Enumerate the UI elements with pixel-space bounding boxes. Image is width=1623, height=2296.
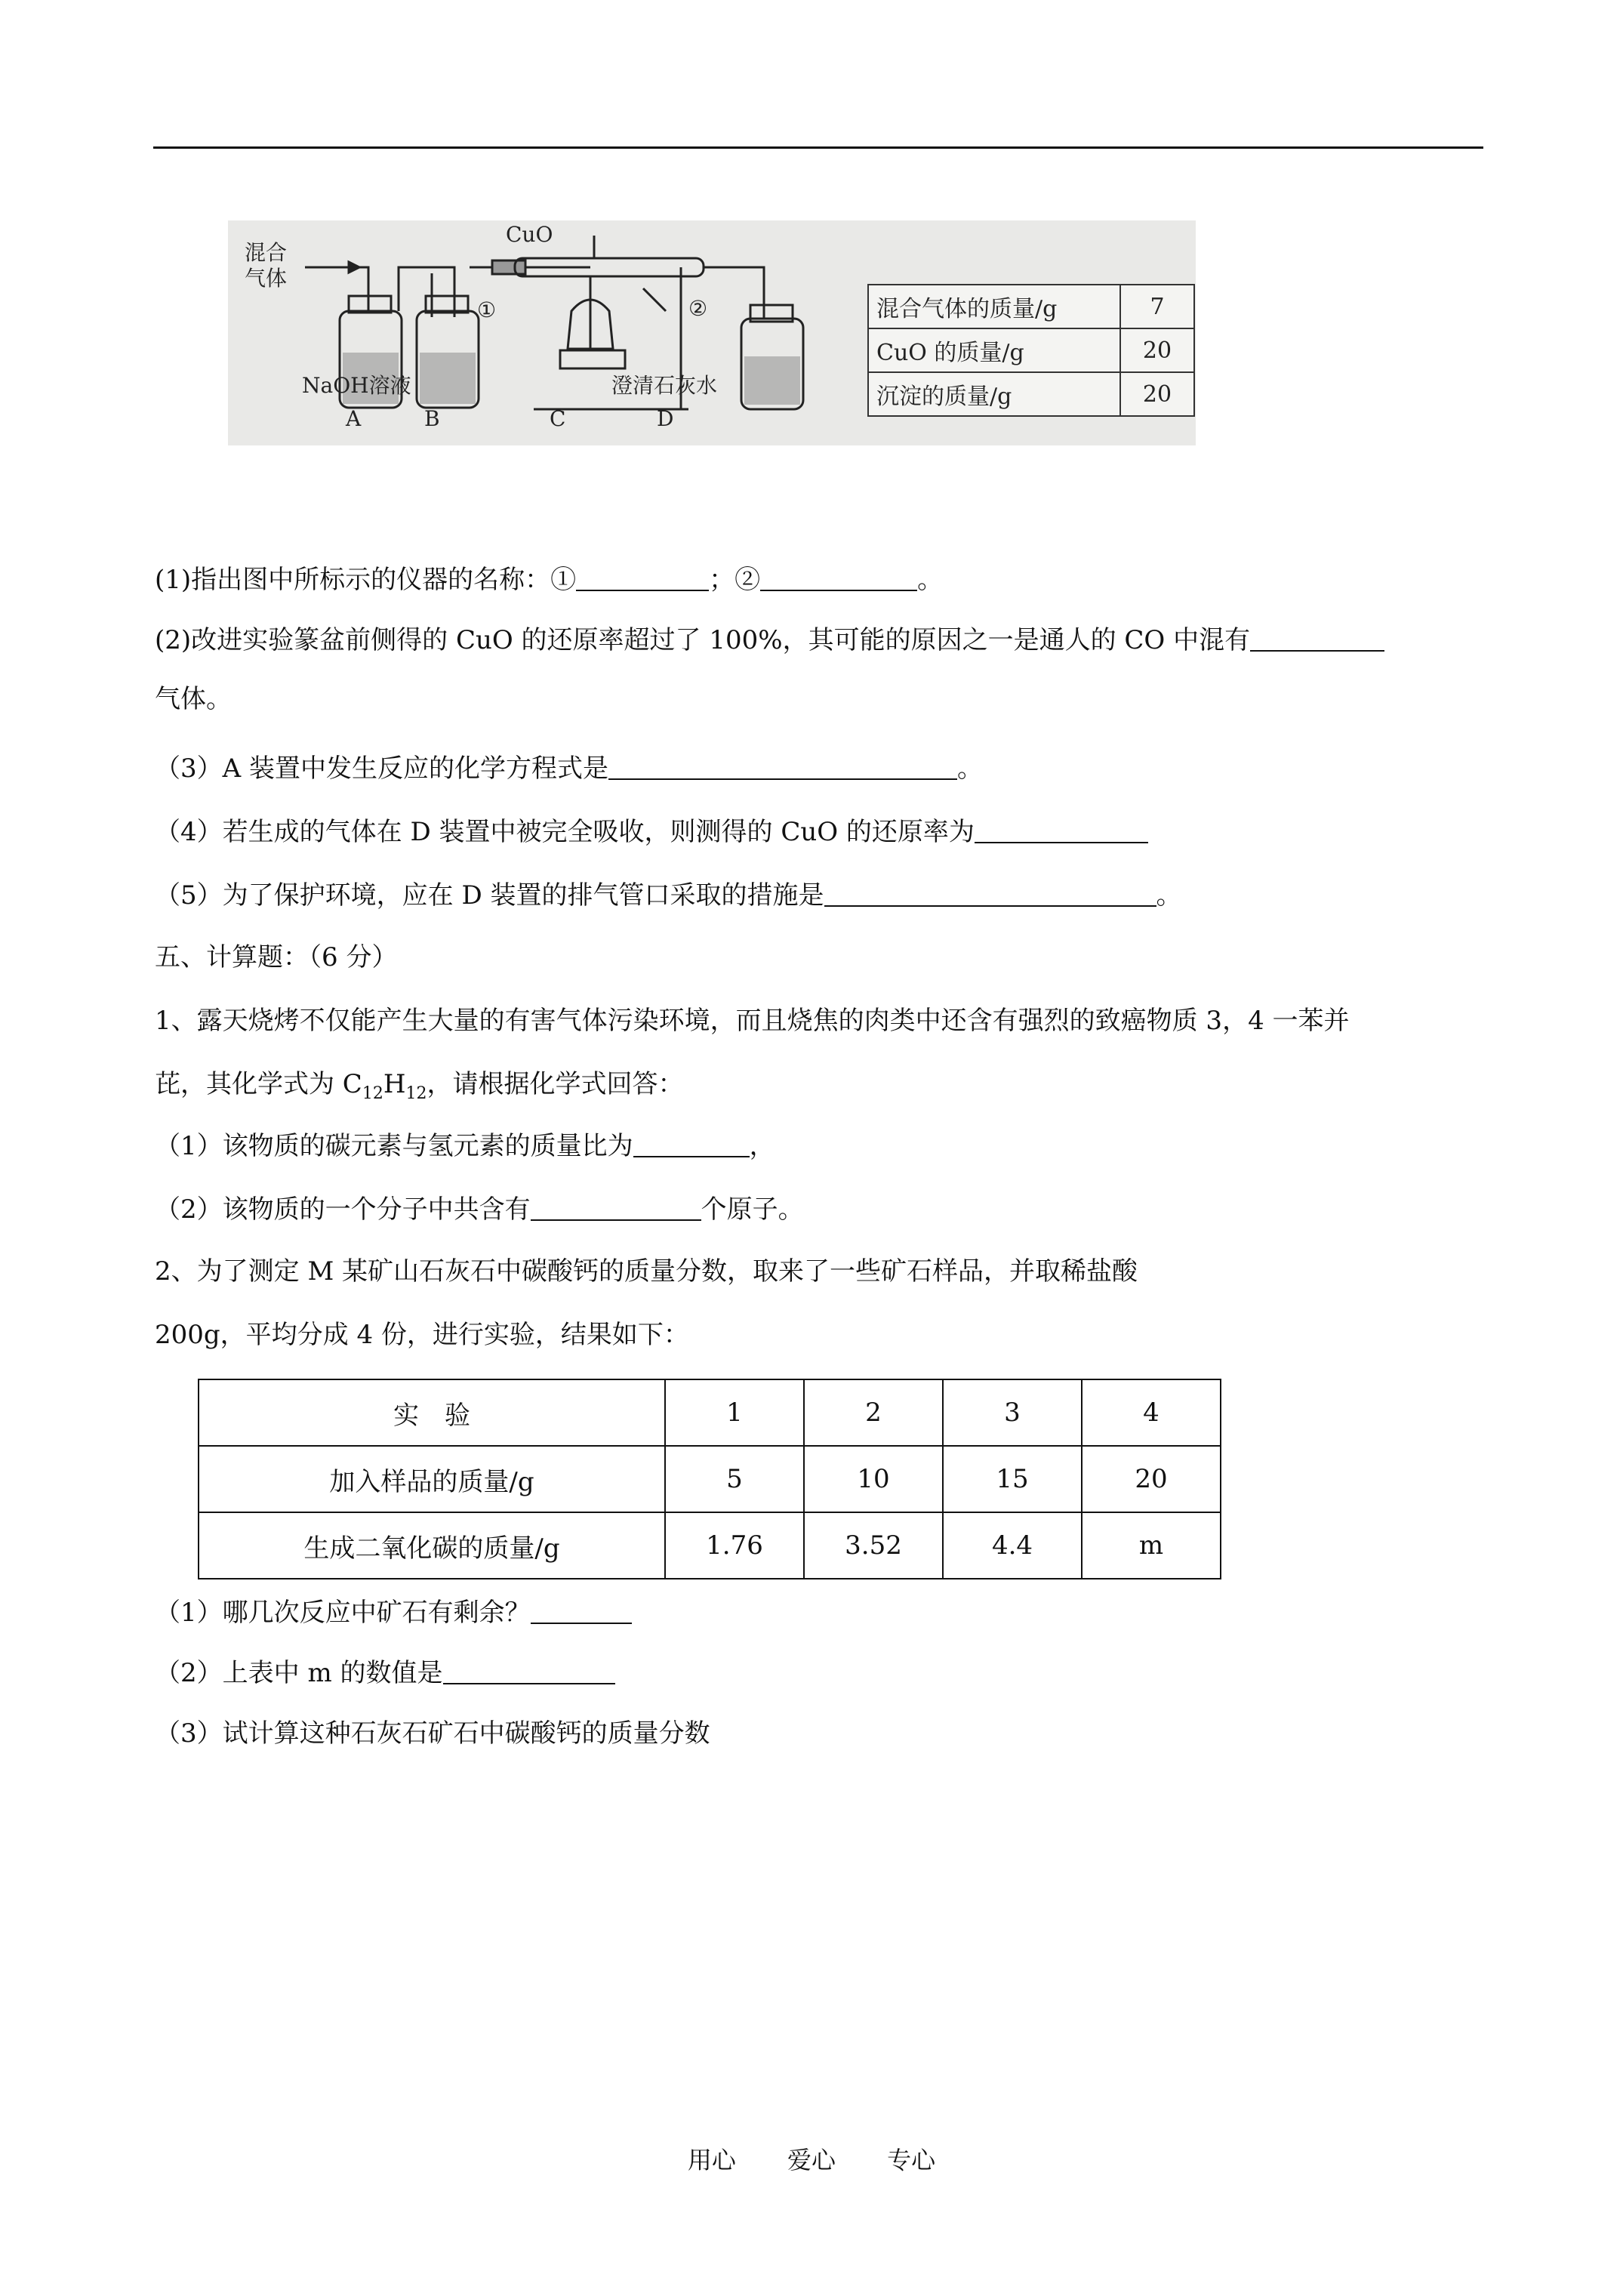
answer-blank[interactable] [608, 753, 957, 780]
question-2-cont: 气体。 [155, 684, 232, 714]
question-4: （4）若生成的气体在 D 装置中被完全吸收，则测得的 CuO 的还原率为 [155, 815, 1148, 849]
problem-1-question-2: （2）该物质的一个分子中共含有 个原子。 [155, 1194, 804, 1225]
answer-blank[interactable] [531, 1194, 701, 1221]
apparatus-figure [228, 220, 1196, 445]
table-cell: 20 [1082, 1446, 1221, 1512]
problem-2-line-1: 2、为了测定 M 某矿山石灰石中碳酸钙的质量分数，取来了一些矿石样品，并取稀盐酸 [155, 1256, 1138, 1287]
label-b: B [424, 406, 440, 431]
answer-blank[interactable] [531, 1597, 632, 1624]
problem-1-line-2: 芘，其化学式为 $C_{12}H_{12}$，请根据化学式回答： [155, 1069, 684, 1103]
label-cuo: CuO [506, 222, 553, 247]
question-5: （5）为了保护环境，应在 D 装置的排气管口采取的措施是 。 [155, 880, 1182, 911]
table-cell: 1.76 [665, 1512, 804, 1579]
section-heading: 五、计算题：（6 分） [155, 942, 398, 972]
label-d: D [657, 406, 674, 431]
table-cell: 1 [665, 1379, 804, 1446]
question-2: (2)改进实验篆盆前侧得的 CuO 的还原率超过了 100%，其可能的原因之一是通人的 CO 中混有 [155, 624, 1384, 657]
problem-2-question-3: （3）试计算这种石灰石矿石中碳酸钙的质量分数 [155, 1718, 710, 1749]
label-circle-1: ① [477, 297, 497, 322]
table-row [868, 328, 1194, 372]
label-naoh: NaOH溶液 [302, 373, 411, 398]
question-1: (1)指出图中所标示的仪器的名称：① ；② 。 [155, 565, 944, 595]
problem-2-question-2: （2）上表中 m 的数值是 [155, 1657, 615, 1690]
table-row [868, 372, 1194, 416]
table-cell: 4 [1082, 1379, 1221, 1446]
problem-2-question-1: （1）哪几次反应中矿石有剩余？ [155, 1596, 632, 1629]
table-cell: 4.4 [943, 1512, 1082, 1579]
problem-1-line-1: 1、露天烧烤不仅能产生大量的有害气体污染环境，而且烧焦的肉类中还含有强烈的致癌物质 3，4 一苯并 [155, 1006, 1350, 1036]
label-limewater: 澄清石灰水 [611, 373, 718, 398]
experiment-results-table [198, 1379, 1221, 1579]
table-cell: CuO 的质量/g [868, 328, 1120, 372]
table-cell: 混合气体的质量/g [868, 285, 1120, 328]
question-3: （3）A 装置中发生反应的化学方程式是 。 [155, 754, 983, 784]
table-cell: m [1082, 1512, 1221, 1579]
table-cell: 3 [943, 1379, 1082, 1446]
table-cell: 3.52 [804, 1512, 943, 1579]
table-cell: 15 [943, 1446, 1082, 1512]
label-mixed-gas-2: 气体 [245, 266, 288, 291]
figure-data-table [867, 284, 1195, 417]
table-row [199, 1446, 1221, 1512]
table-cell: 生成二氧化碳的质量/g [199, 1512, 665, 1579]
table-cell: 20 [1120, 328, 1194, 372]
table-cell: 加入样品的质量/g [199, 1446, 665, 1512]
label-a: A [346, 406, 362, 431]
label-circle-2: ② [688, 296, 708, 321]
table-cell: 2 [804, 1379, 943, 1446]
problem-2-line-2: 200g，平均分成 4 份，进行实验，结果如下： [155, 1320, 689, 1350]
table-cell: 7 [1120, 285, 1194, 328]
table-row [199, 1379, 1221, 1446]
label-c: C [550, 406, 566, 431]
answer-blank[interactable] [760, 564, 917, 591]
table-cell: 10 [804, 1446, 943, 1512]
label-mixed-gas-1: 混合 [245, 240, 288, 265]
table-cell: 5 [665, 1446, 804, 1512]
answer-blank[interactable] [576, 564, 709, 591]
answer-blank[interactable] [1250, 624, 1384, 652]
page-footer: 用心 爱心 专心 [687, 2146, 936, 2174]
table-cell: 沉淀的质量/g [868, 372, 1120, 416]
header-rule [153, 146, 1483, 149]
problem-1-question-1: （1）该物质的碳元素与氢元素的质量比为 ， [155, 1131, 775, 1161]
answer-blank[interactable] [633, 1130, 750, 1157]
answer-blank[interactable] [824, 880, 1156, 907]
answer-blank[interactable] [443, 1657, 615, 1684]
answer-blank[interactable] [975, 816, 1148, 843]
table-cell: 实 验 [199, 1379, 665, 1446]
table-row [868, 285, 1194, 328]
table-row [199, 1512, 1221, 1579]
table-cell: 20 [1120, 372, 1194, 416]
